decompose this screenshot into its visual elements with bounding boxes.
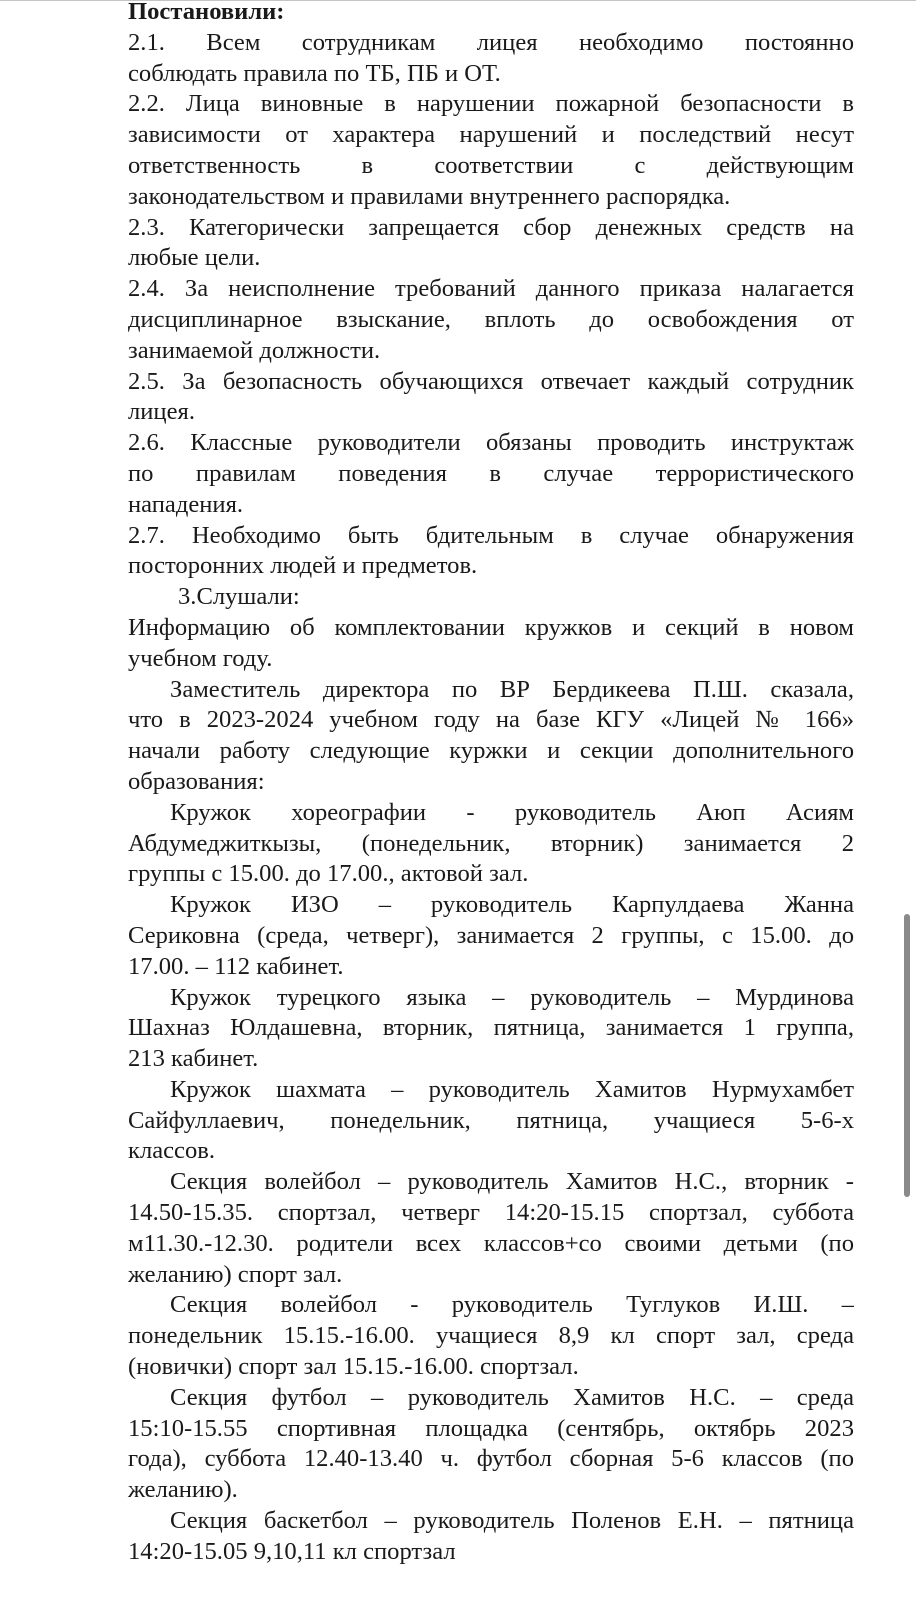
text-line: 14.50-15.35. спортзал, четверг 14:20-15.15 спортзал, суббота [128, 1199, 854, 1227]
section-3-title: 3.Слушали: [178, 583, 300, 611]
text-line: Абдумеджиткызы, (понедельник, вторник) занимается 2 [128, 829, 854, 857]
text-line: ответственность в соответствии с действующим [128, 151, 854, 179]
text-line: (новички) спорт зал 15.15.-16.00. спортзал. [128, 1353, 579, 1381]
text-line: соблюдать правила по ТБ, ПБ и ОТ. [128, 59, 501, 87]
text-line: 2.7. Необходимо быть бдительным в случае обнаружения [128, 521, 854, 549]
heading-postanovili: Постановили: [128, 0, 285, 25]
text-line: группы с 15.00. до 17.00., актовой зал. [128, 860, 529, 888]
text-line: 14:20-15.05 9,10,11 кл спортзал [128, 1537, 456, 1565]
text-line: образования: [128, 767, 265, 795]
scrollbar-thumb[interactable] [904, 914, 910, 1197]
text-line: Секция волейбол - руководитель Туглуков И.Ш. – [170, 1291, 854, 1319]
text-line: желанию) спорт зал. [128, 1260, 343, 1288]
text-line: Заместитель директора по ВР Бердикеева П.Ш. сказала, [170, 675, 854, 703]
text-line: любые цели. [128, 244, 261, 272]
text-line: Кружок хореографии - руководитель Аюп Асиям [170, 798, 854, 826]
text-line: Сериковна (среда, четверг), занимается 2 группы, с 15.00. до [128, 921, 854, 949]
text-line: учебном году. [128, 644, 273, 672]
text-line: Секция баскетбол – руководитель Поленов Е.Н. – пятница [170, 1507, 854, 1535]
text-line: Секция футбол – руководитель Хамитов Н.С. – среда [170, 1383, 854, 1411]
text-line: нападения. [128, 490, 244, 518]
text-line: 15:10-15.55 спортивная площадка (сентябрь, октябрь 2023 [128, 1414, 854, 1442]
text-line: Сайфуллаевич, понедельник, пятница, учащиеся 5-6-х [128, 1106, 854, 1134]
text-line: 2.5. За безопасность обучающихся отвечает каждый сотрудник [128, 367, 854, 395]
clubs-section [128, 613, 854, 1568]
text-line: законодательством и правилами внутреннего распорядка. [128, 182, 731, 210]
text-line: посторонних людей и предметов. [128, 552, 478, 580]
document-page [128, 0, 854, 1568]
text-line: 2.1. Всем сотрудникам лицея необходимо постоянно [128, 28, 854, 56]
text-line: желанию). [128, 1476, 238, 1504]
text-line: что в 2023-2024 учебном году на базе КГУ «Лицей № 166» [128, 706, 854, 734]
text-line: зависимости от характера нарушений и последствий несут [128, 121, 854, 149]
text-line: дисциплинарное взыскание, вплоть до освобождения от [128, 305, 854, 333]
text-line: 2.6. Классные руководители обязаны проводить инструктаж [128, 429, 854, 457]
text-line: классов. [128, 1137, 216, 1165]
text-line: занимаемой должности. [128, 336, 381, 364]
text-line: Информацию об комплектовании кружков и секций в новом [128, 613, 854, 641]
text-line: Кружок шахмата – руководитель Хамитов Нурмухамбет [170, 1075, 854, 1103]
text-line: начали работу следующие куржки и секции дополнительного [128, 737, 854, 765]
text-line: 2.4. За неисполнение требований данного приказа налагается [128, 275, 854, 303]
text-line: года), суббота 12.40-13.40 ч. футбол сборная 5-6 классов (по [128, 1445, 854, 1473]
text-line: Секция волейбол – руководитель Хамитов Н.С., вторник - [170, 1168, 854, 1196]
text-line: 213 кабинет. [128, 1045, 259, 1073]
text-line: 2.3. Категорически запрещается сбор денежных средств на [128, 213, 854, 241]
text-line: по правилам поведения в случае террористического [128, 459, 854, 487]
text-line: понедельник 15.15.-16.00. учащиеся 8,9 кл спорт зал, среда [128, 1322, 854, 1350]
text-line: 17.00. – 112 кабинет. [128, 952, 344, 980]
text-line: Шахназ Юлдашевна, вторник, пятница, занимается 1 группа, [128, 1014, 854, 1042]
text-line: 2.2. Лица виновные в нарушении пожарной безопасности в [128, 90, 854, 118]
text-line: м11.30.-12.30. родители всех классов+со своими детьми (по [128, 1229, 854, 1257]
text-line: Кружок турецкого языка – руководитель – Мурдинова [170, 983, 854, 1011]
resolutions-list [128, 28, 854, 582]
text-line: Кружок ИЗО – руководитель Карпулдаева Жанна [170, 891, 854, 919]
text-line: лицея. [128, 398, 195, 426]
